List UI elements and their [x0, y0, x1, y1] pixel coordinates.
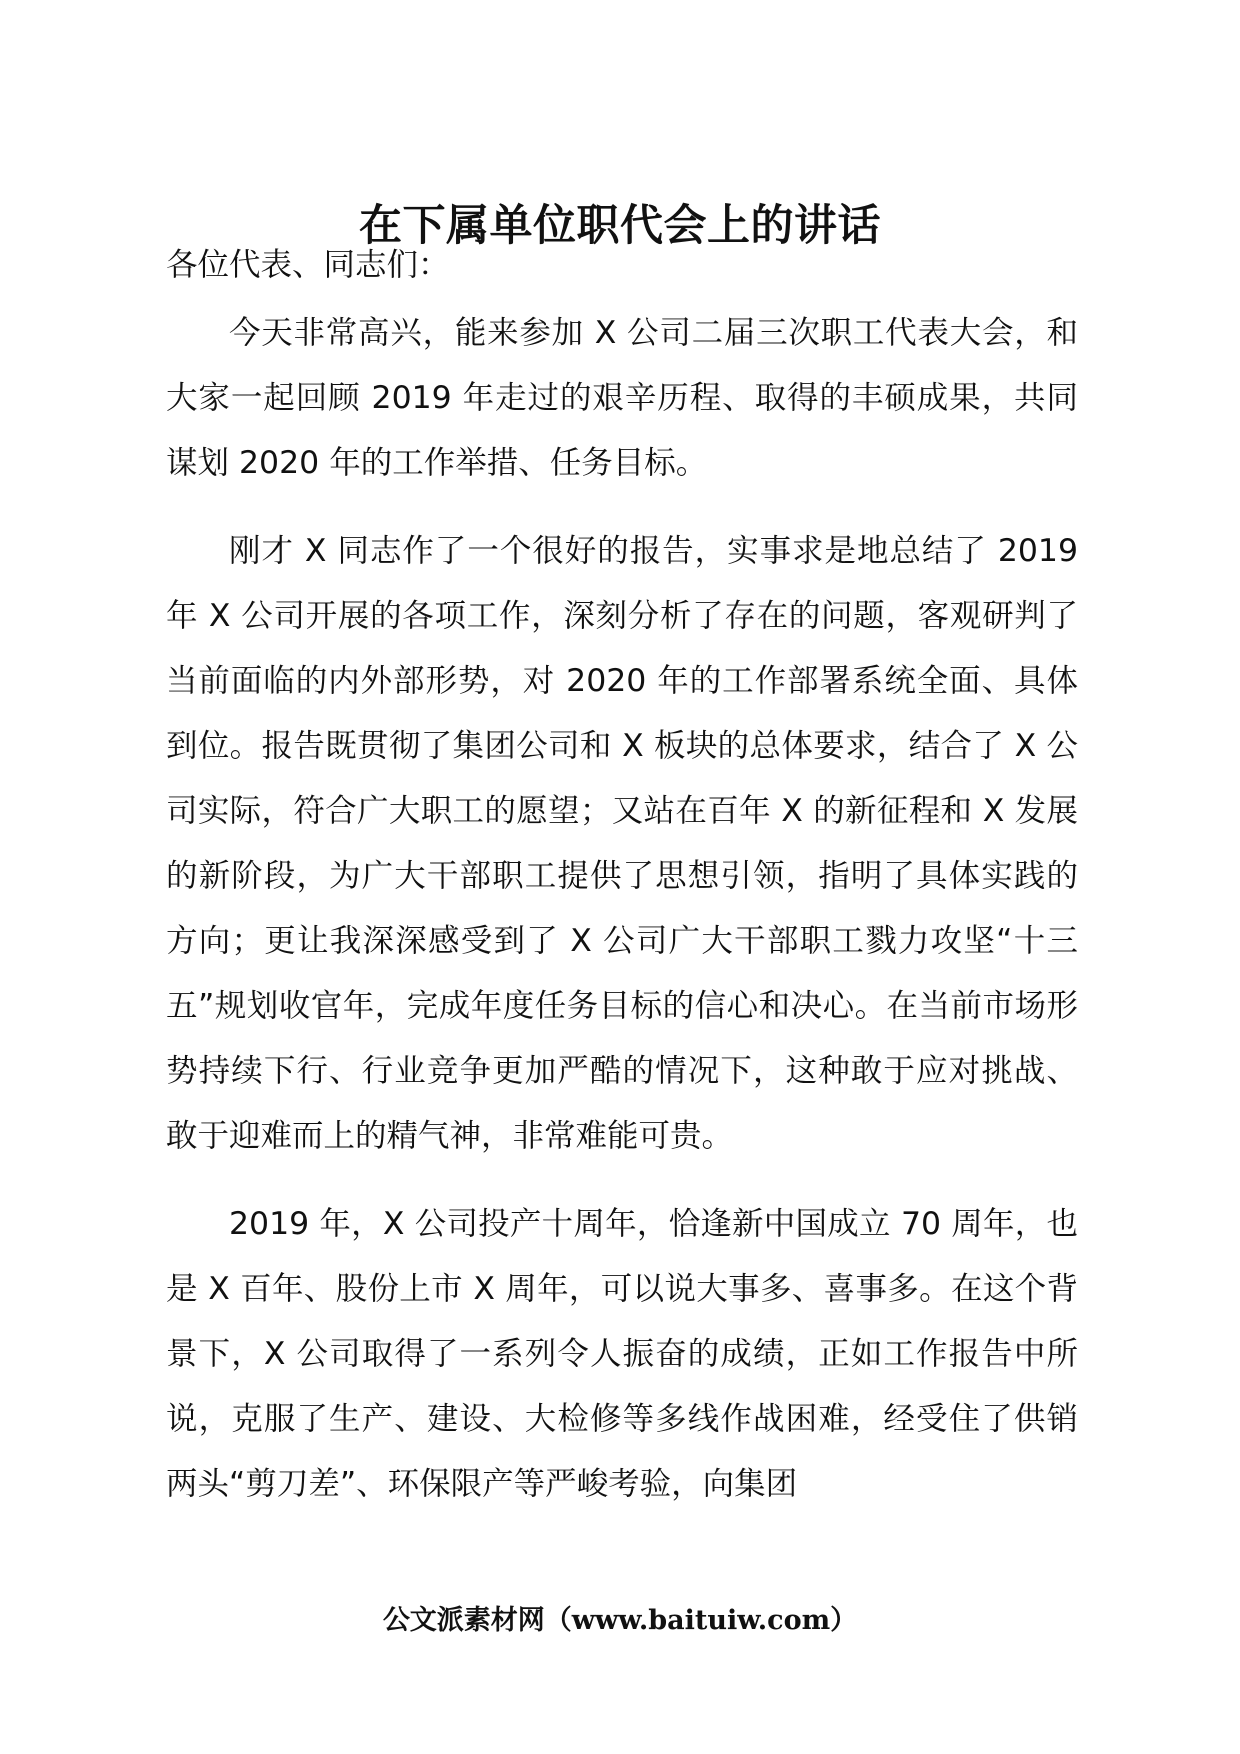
paragraph-3: 2019 年，X 公司投产十周年，恰逢新中国成立 70 周年，也是 X 百年、股份上市 X 周年，可以说大事多、喜事多。在这个背景下，X 公司取得了一系列令人振奋的成绩，正如工作报告中所说，克服了生产、建设、大检修等多线作战困难，经受住了供销两头“剪刀差”、环保限产等严峻考验，向集团: [166, 1206, 1078, 1502]
footer-watermark: 公文派素材网（www.baituiw.com）: [382, 1605, 858, 1636]
paragraph-2: 刚才 X 同志作了一个很好的报告，实事求是地总结了 2019 年 X 公司开展的各项工作，深刻分析了存在的问题，客观研判了当前面临的内外部形势，对 2020 年的工作部署系统全面、具体到位。报告既贯彻了集团公司和 X 板块的总体要求，结合了 X 公司实际，符合广大职工的愿望；又站在百年 X 的新征程和 X 发展的新阶段，为广大干部职工提供了思想引领，指明了具体实践的方向；更让我深深感受到了 X 公司广大干部职工戮力攻坚“十三五”规划收官年，完成年度任务目标的信心和决心。在当前市场形势持续下行、行业竞争更加严酷的情况下，这种敢于应对挑战、敢于迎难而上的精气神，非常难能可贵。: [166, 533, 1078, 1154]
document-title: 在下属单位职代会上的讲话: [359, 201, 881, 251]
document-body: [166, 233, 1078, 1540]
paragraph-1: 今天非常高兴，能来参加 X 公司二届三次职工代表大会，和大家一起回顾 2019 年走过的艰辛历程、取得的丰硕成果，共同谋划 2020 年的工作举措、任务目标。: [166, 315, 1078, 481]
salutation: 各位代表、同志们：: [166, 247, 450, 283]
